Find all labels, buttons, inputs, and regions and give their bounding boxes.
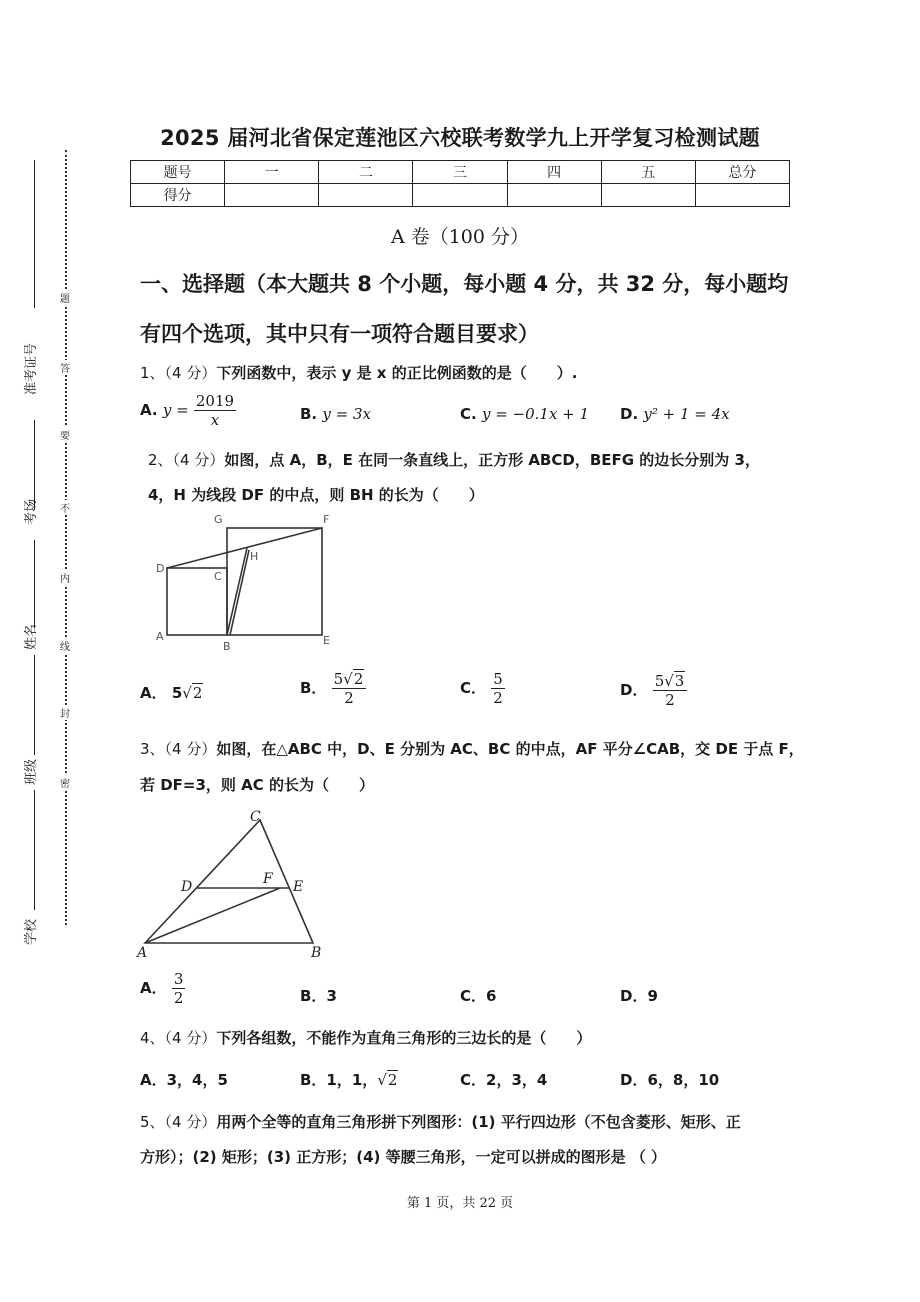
coefficient: 5	[654, 672, 665, 690]
option-expr: y =	[162, 401, 189, 419]
sqrt: √2	[182, 684, 203, 702]
fraction	[172, 970, 186, 1007]
option-text: B．1，1，	[300, 1071, 378, 1089]
label-h: H	[250, 550, 259, 563]
option-label: A.	[140, 401, 158, 419]
score-input-cell[interactable]	[319, 184, 413, 207]
question-2	[148, 449, 760, 470]
radicand: 2	[387, 1071, 398, 1089]
option-text: 6	[486, 987, 497, 1005]
table-row	[131, 161, 790, 184]
score-input-cell[interactable]	[413, 184, 507, 207]
question-number: 5、（4 分）	[140, 1113, 217, 1131]
table-cell: 三	[413, 161, 507, 184]
label-exam-number: 准考证号	[24, 342, 39, 395]
option-label: D．	[620, 987, 648, 1005]
question-2-line2: 4，H 为线段 DF 的中点，则 BH 的长为（ ）	[148, 486, 484, 504]
label-g: G	[214, 513, 223, 526]
seal-char: 不	[58, 500, 72, 515]
question-text: 如图，点 A，B，E 在同一条直线上，正方形 ABCD，BEFG 的边长分别为 3，	[224, 451, 760, 469]
question-3-line2: 若 DF=3，则 AC 的长为（ ）	[140, 776, 374, 794]
option-label: B.	[300, 405, 318, 423]
question-3	[140, 738, 804, 759]
label-a: A	[156, 630, 164, 643]
score-input-cell[interactable]	[225, 184, 319, 207]
seal-char: 题	[58, 290, 72, 305]
label-e: E	[293, 879, 304, 895]
option-label: B．	[300, 679, 327, 697]
seal-char: 内	[58, 570, 72, 585]
segment-af	[145, 888, 280, 943]
q2-option-c[interactable]	[460, 670, 505, 707]
radicand: 3	[674, 672, 685, 690]
seal-char: 封	[58, 705, 72, 720]
segment-bh	[227, 548, 247, 635]
page-title: 2025 届河北省保定莲池区六校联考数学九上开学复习检测试题	[160, 126, 760, 150]
question-number: 4、（4 分）	[140, 1029, 217, 1047]
question-text: 下列函数中，表示 y 是 x 的正比例函数的是（ ）.	[216, 364, 578, 382]
coefficient: 5	[333, 670, 344, 688]
numerator: 5√2	[332, 670, 367, 689]
q2-figure	[150, 510, 340, 655]
fraction	[194, 392, 236, 429]
q1-option-d[interactable]	[620, 405, 730, 423]
table-cell: 得分	[131, 184, 225, 207]
seal-char: 答	[58, 360, 72, 375]
table-cell: 一	[225, 161, 319, 184]
option-text: 9	[647, 987, 658, 1005]
option-expr: y = −0.1x + 1	[481, 405, 590, 423]
option-label: B．	[300, 987, 327, 1005]
q4-option-d[interactable]: D．6，8，10	[620, 1071, 720, 1089]
fraction	[491, 670, 505, 707]
score-table	[130, 160, 790, 207]
table-cell: 四	[507, 161, 601, 184]
option-text: 3	[326, 987, 337, 1005]
q1-option-b[interactable]	[300, 405, 371, 423]
question-number: 3、（4 分）	[140, 740, 217, 758]
option-label: D.	[620, 405, 639, 423]
denominator: 2	[344, 689, 354, 707]
binding-dotted-line	[65, 150, 67, 925]
segment-bh-2	[230, 550, 249, 635]
field-line-class	[34, 655, 35, 755]
option-label: C．	[460, 987, 487, 1005]
question-text: 用两个全等的直角三角形拼下列图形：(1) 平行四边形（不包含菱形、矩形、正	[216, 1113, 741, 1131]
label-f: F	[263, 871, 273, 887]
table-cell: 五	[601, 161, 695, 184]
question-5	[140, 1111, 741, 1132]
question-4	[140, 1027, 591, 1048]
question-number: 2、（4 分）	[148, 451, 225, 469]
table-row	[131, 184, 790, 207]
option-expr: y = 3x	[322, 405, 371, 423]
label-a: A	[137, 945, 148, 961]
option-label: D．	[620, 681, 648, 699]
q1-option-a[interactable]	[140, 392, 236, 429]
q3-option-b[interactable]	[300, 985, 337, 1006]
numerator: 5√3	[653, 672, 688, 691]
label-d: D	[156, 562, 165, 575]
label-d: D	[181, 879, 193, 895]
radicand: 2	[192, 684, 203, 702]
field-line-school	[34, 790, 35, 910]
label-exam-room: 考场	[24, 498, 39, 525]
label-f: F	[323, 513, 330, 526]
q3-option-d[interactable]	[620, 985, 658, 1006]
question-1	[140, 362, 577, 383]
option-label: C.	[460, 405, 477, 423]
section-heading-line1: 一、选择题（本大题共 8 个小题，每小题 4 分，共 32 分，每小题均	[140, 272, 789, 296]
question-5-line2: 方形）；(2) 矩形；(3) 正方形；(4) 等腰三角形，一定可以拼成的图形是 （ ）	[140, 1148, 667, 1166]
question-text: 如图，在△ABC 中，D、E 分别为 AC、BC 的中点，AF 平分∠CAB，交 DE 于点 F，	[216, 740, 804, 758]
label-school: 学校	[24, 918, 39, 945]
q3-option-c[interactable]	[460, 985, 496, 1006]
q3-option-a[interactable]	[140, 970, 185, 1007]
section-heading-line2: 有四个选项，其中只有一项符合题目要求）	[140, 322, 539, 346]
page-footer: 第 1 页，共 22 页	[406, 1196, 514, 1211]
denominator: 2	[665, 691, 675, 709]
option-label: A．	[140, 684, 167, 702]
numerator: 3	[173, 970, 184, 988]
q3-figure	[135, 805, 330, 965]
label-c: C	[214, 570, 222, 583]
seal-char: 密	[58, 775, 72, 790]
label-b: B	[223, 640, 231, 653]
numerator: 2019	[195, 392, 235, 410]
label-e: E	[323, 634, 330, 647]
option-label: C．	[460, 679, 487, 697]
sqrt: √2	[377, 1071, 398, 1089]
denominator: 2	[493, 689, 503, 707]
label-name: 姓名	[24, 623, 39, 650]
field-line-name	[34, 540, 35, 628]
score-input-cell[interactable]	[695, 184, 789, 207]
question-number: 1、（4 分）	[140, 364, 217, 382]
q2-option-d[interactable]	[620, 672, 687, 709]
fraction	[653, 672, 688, 709]
fraction	[332, 670, 367, 707]
radicand: 2	[353, 670, 364, 688]
field-line-exam-room	[34, 420, 35, 510]
denominator: x	[210, 411, 220, 429]
seal-char: 线	[58, 638, 72, 653]
denominator: 2	[173, 989, 184, 1007]
volume-heading: A 卷（100 分）	[390, 226, 530, 248]
q1-option-c[interactable]	[460, 405, 589, 423]
score-input-cell[interactable]	[601, 184, 695, 207]
q4-option-c[interactable]: C．2，3，4	[460, 1071, 548, 1089]
q4-option-a[interactable]: A．3，4，5	[140, 1071, 228, 1089]
q2-option-b[interactable]	[300, 670, 366, 707]
label-c: C	[250, 809, 261, 825]
option-expr: y² + 1 = 4x	[643, 405, 730, 423]
label-b: B	[311, 945, 322, 961]
table-cell: 总分	[695, 161, 789, 184]
score-input-cell[interactable]	[507, 184, 601, 207]
q4-option-b[interactable]	[300, 1069, 398, 1090]
seal-char: 要	[58, 427, 72, 442]
coefficient: 5	[171, 684, 183, 702]
table-cell: 二	[319, 161, 413, 184]
q2-option-a[interactable]	[140, 682, 203, 703]
table-cell: 题号	[131, 161, 225, 184]
question-text: 下列各组数，不能作为直角三角形的三边长的是（ ）	[216, 1029, 592, 1047]
numerator: 5	[493, 670, 503, 688]
label-class: 班级	[24, 758, 39, 785]
triangle-abc	[145, 820, 313, 943]
option-label: A．	[140, 979, 167, 997]
